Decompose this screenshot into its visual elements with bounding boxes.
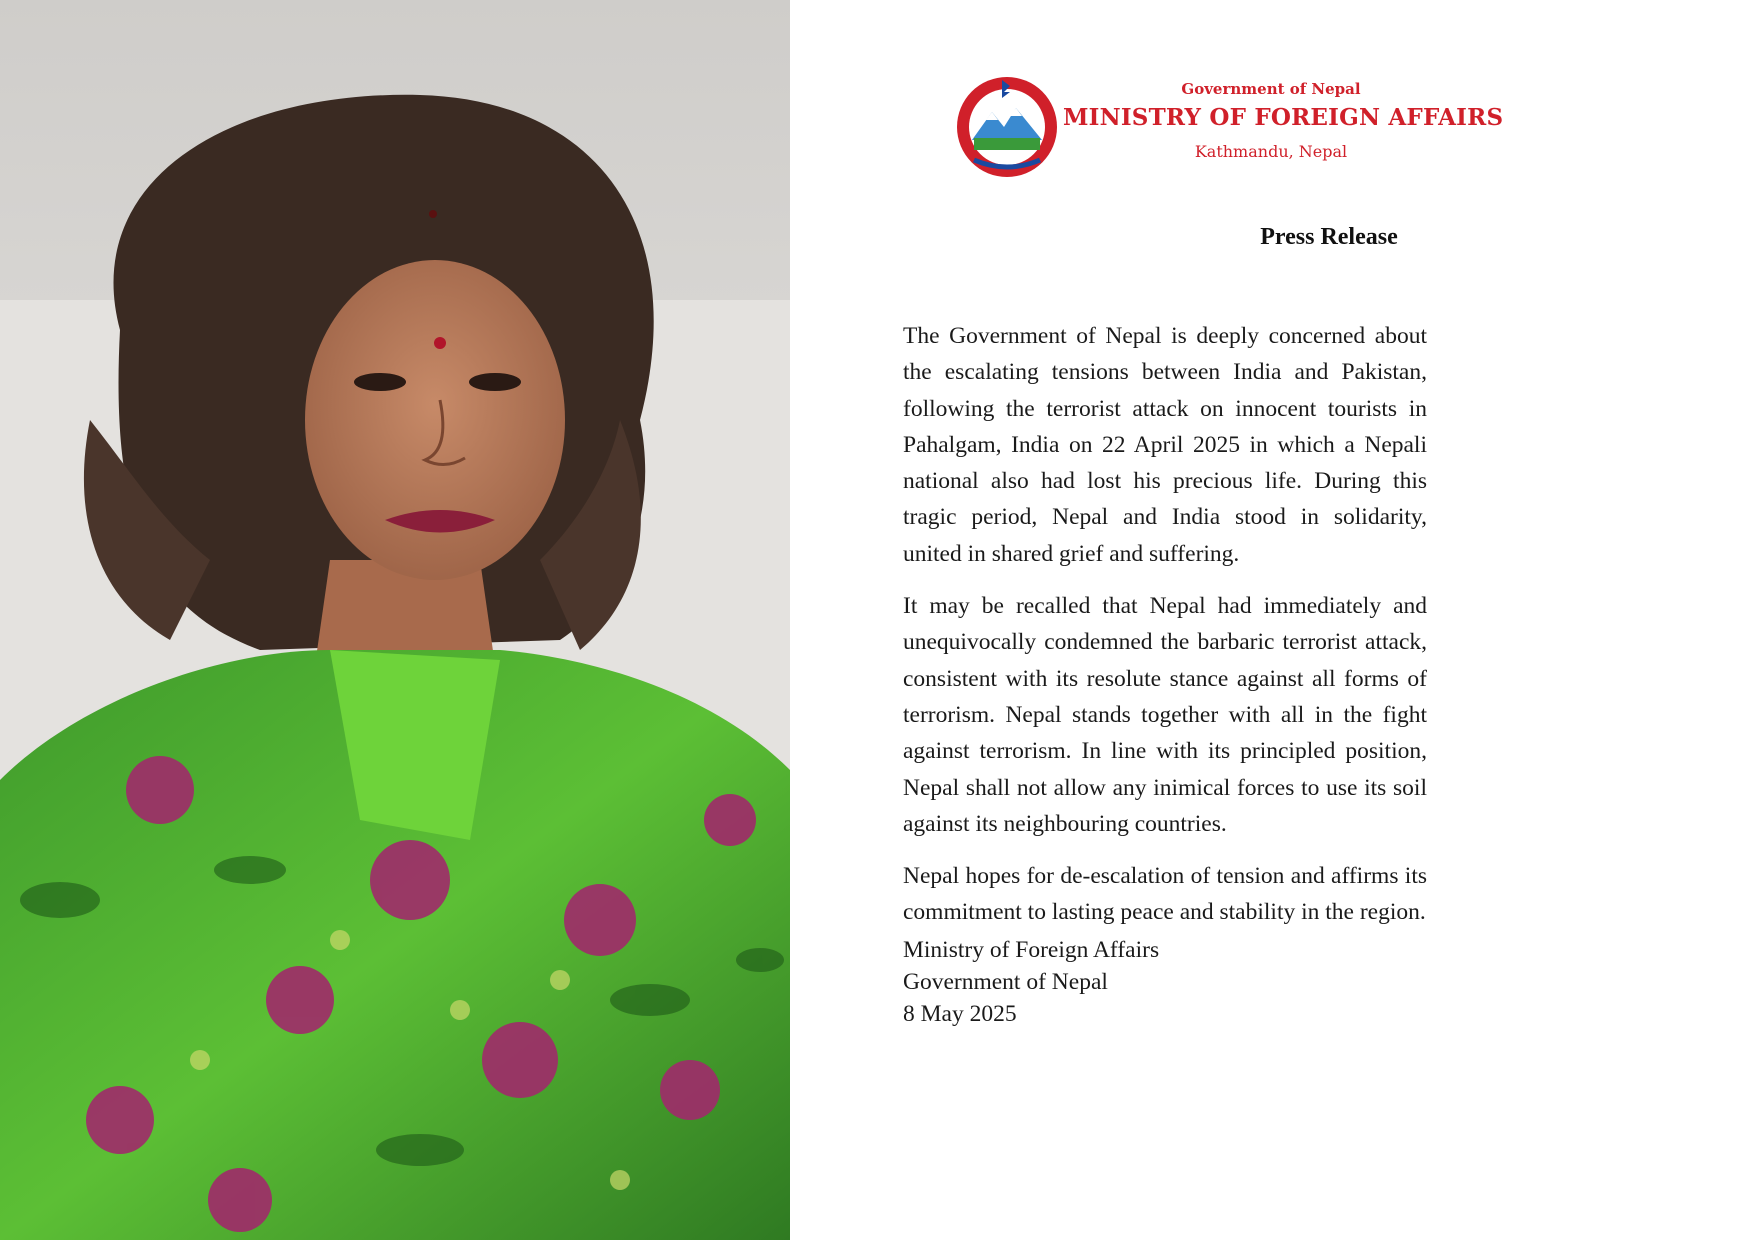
letterhead-government: Government of Nepal <box>1181 80 1361 98</box>
letterhead-ministry: MINISTRY OF FOREIGN AFFAIRS <box>1063 104 1504 131</box>
letterhead-location: Kathmandu, Nepal <box>1194 142 1348 161</box>
nepal-emblem-icon <box>952 72 1062 182</box>
signoff-ministry: Ministry of Foreign Affairs <box>903 937 1160 963</box>
press-release-title-row <box>790 224 1748 251</box>
paragraph-2: It may be recalled that Nepal had immediately and unequivocally condemned the barbaric terrorist attack, consistent with its resolute stance against all forms of terrorism. Nepal stands together with all in the fight against terrorism. In line with its principled position, Nepal shall not allow any inimical forces to use its soil against its neighbouring countries. <box>903 593 1427 837</box>
portrait-photo <box>0 0 790 1240</box>
press-release-document <box>790 0 1748 1240</box>
signoff-date: 8 May 2025 <box>903 1001 1017 1027</box>
press-release-title: Press Release <box>1260 224 1398 250</box>
paragraph-1: The Government of Nepal is deeply concerned about the escalating tensions between India and Pakistan, following the terrorist attack on innocent tourists in Pahalgam, India on 22 April 2025 in which a Nepali national also had lost his precious life. During this tragic period, Nepal and India stood in solidarity, united in shared grief and suffering. <box>903 323 1427 567</box>
signoff-block <box>903 934 1403 1030</box>
paragraph-3: Nepal hopes for de-escalation of tension and affirms its commitment to lasting peace and stability in the region. <box>903 863 1427 926</box>
letterhead <box>952 72 1504 182</box>
signoff-government: Government of Nepal <box>903 969 1108 995</box>
portrait-illustration <box>0 0 790 1240</box>
press-release-body <box>903 318 1427 947</box>
